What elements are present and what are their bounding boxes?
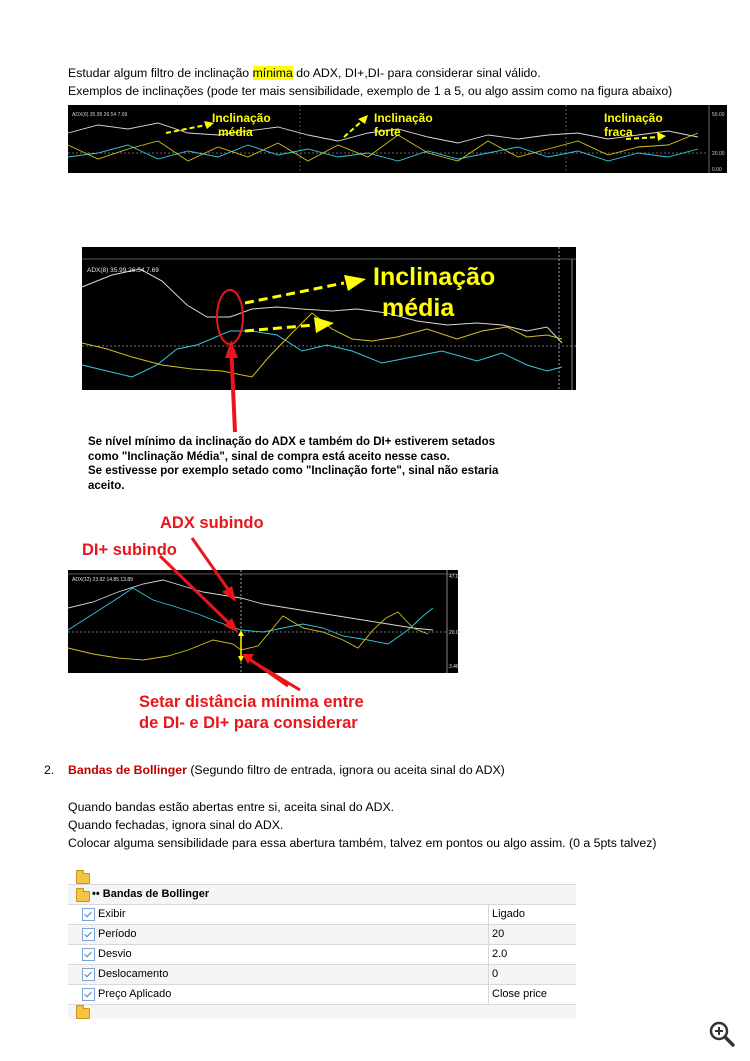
group-row-bollinger[interactable]	[68, 884, 576, 905]
chart-adx-axis-bottom: 3.46	[449, 664, 459, 670]
row-value[interactable]: Close price	[492, 988, 548, 1000]
label-distancia-1: Setar distância mínima entre	[139, 693, 364, 711]
checkbox-icon[interactable]	[82, 908, 95, 921]
zoom-note	[88, 435, 498, 493]
chart-strip-axis-bottom: 0.00	[712, 167, 722, 173]
table-row[interactable]	[68, 925, 576, 945]
intro-highlight: mínima	[252, 66, 293, 80]
table-row[interactable]	[68, 945, 576, 965]
intro-line-1-after: do ADX, DI+,DI- para considerar sinal válido.	[292, 66, 541, 80]
table-top-row	[68, 870, 576, 884]
zoom-in-icon[interactable]	[708, 1020, 736, 1048]
chart-zoom-media	[82, 247, 576, 390]
chart-strip-slopes	[68, 105, 727, 173]
zoom-note-line-4: aceito.	[88, 479, 125, 492]
checkbox-icon[interactable]	[82, 988, 95, 1001]
label-di-subindo: DI+ subindo	[82, 541, 177, 559]
strip-label-fraca-2: fraca	[604, 125, 633, 139]
row-value[interactable]: 0	[492, 968, 499, 980]
chart-strip-axis-top: 50.00	[712, 112, 725, 118]
zoom-note-line-3: Se estivesse por exemplo setado como "Inclinação forte", sinal não estaria	[88, 465, 499, 477]
section-number: 2.	[44, 763, 55, 777]
chart-adx-header: ADX(12) 23.92 14.85 13.89	[72, 577, 133, 583]
chart-zoom-header: ADX(8) 35.99 26.54 7.69	[87, 267, 159, 274]
label-adx-subindo: ADX subindo	[160, 514, 264, 532]
zoom-label-inclinacao: Inclinação	[373, 263, 496, 291]
section-line-2: Quando fechadas, ignora sinal do ADX.	[68, 818, 284, 832]
row-name: Deslocamento	[98, 968, 169, 980]
section-line-1: Quando bandas estão abertas entre si, aceita sinal do ADX.	[68, 800, 395, 814]
intro-line-2: Exemplos de inclinações (pode ter mais sensibilidade, exemplo de 1 a 5, ou algo assim como na figura abaixo)	[68, 84, 673, 98]
strip-label-media-2: média	[218, 125, 253, 139]
chart-strip-axis-mid: 20.00	[712, 151, 725, 157]
zoom-note-line-2: como "Inclinação Média", sinal de compra está aceito nesse caso.	[88, 450, 450, 463]
intro-line-1-before: Estudar algum filtro de inclinação	[68, 66, 253, 80]
row-value[interactable]: Ligado	[492, 908, 526, 920]
group-label: •• Bandas de Bollinger	[92, 888, 210, 900]
chart-adx-axis-top: 47.00	[449, 574, 462, 580]
chart-adx-axis-mid: 20.00	[449, 630, 462, 636]
table-row[interactable]	[68, 965, 576, 985]
section-title-rest: (Segundo filtro de entrada, ignora ou aceita sinal do ADX)	[186, 763, 505, 777]
row-value[interactable]: 2.0	[492, 948, 508, 960]
folder-icon	[76, 891, 90, 902]
table-row[interactable]	[68, 905, 576, 925]
bollinger-settings-table	[68, 870, 576, 1019]
red-arrow-down-icon	[222, 340, 252, 444]
chart-strip-header: ADX(8) 35.99 26.54 7.69	[72, 112, 128, 118]
checkbox-icon[interactable]	[82, 948, 95, 961]
table-bottom-row	[68, 1005, 576, 1019]
zoom-note-line-1: Se nível mínimo da inclinação do ADX e também do DI+ estiverem setados	[88, 436, 495, 448]
row-name: Preço Aplicado	[98, 988, 172, 1000]
zoom-label-media: média	[382, 294, 455, 322]
strip-label-forte-1: Inclinação	[374, 111, 433, 125]
row-value[interactable]: 20	[492, 928, 505, 940]
checkbox-icon[interactable]	[82, 968, 95, 981]
strip-label-media-1: Inclinação	[212, 111, 271, 125]
section-heading	[68, 763, 505, 777]
folder-icon	[76, 1008, 90, 1019]
intro-line-1	[68, 66, 541, 80]
folder-icon	[76, 873, 90, 884]
section-title: Bandas de Bollinger	[68, 763, 187, 777]
label-distancia-2: de DI- e DI+ para considerar	[139, 714, 358, 732]
row-name: Exibir	[98, 908, 126, 920]
checkbox-icon[interactable]	[82, 928, 95, 941]
strip-label-fraca-1: Inclinação	[604, 111, 663, 125]
strip-label-forte-2: forte	[374, 125, 401, 139]
section-line-3: Colocar alguma sensibilidade para essa abertura também, talvez em pontos ou algo assim. (0 a 5pts talvez)	[68, 836, 657, 850]
red-arrows-icon	[150, 530, 270, 700]
row-name: Período	[98, 928, 137, 940]
row-name: Desvio	[98, 948, 132, 960]
table-row[interactable]	[68, 985, 576, 1005]
